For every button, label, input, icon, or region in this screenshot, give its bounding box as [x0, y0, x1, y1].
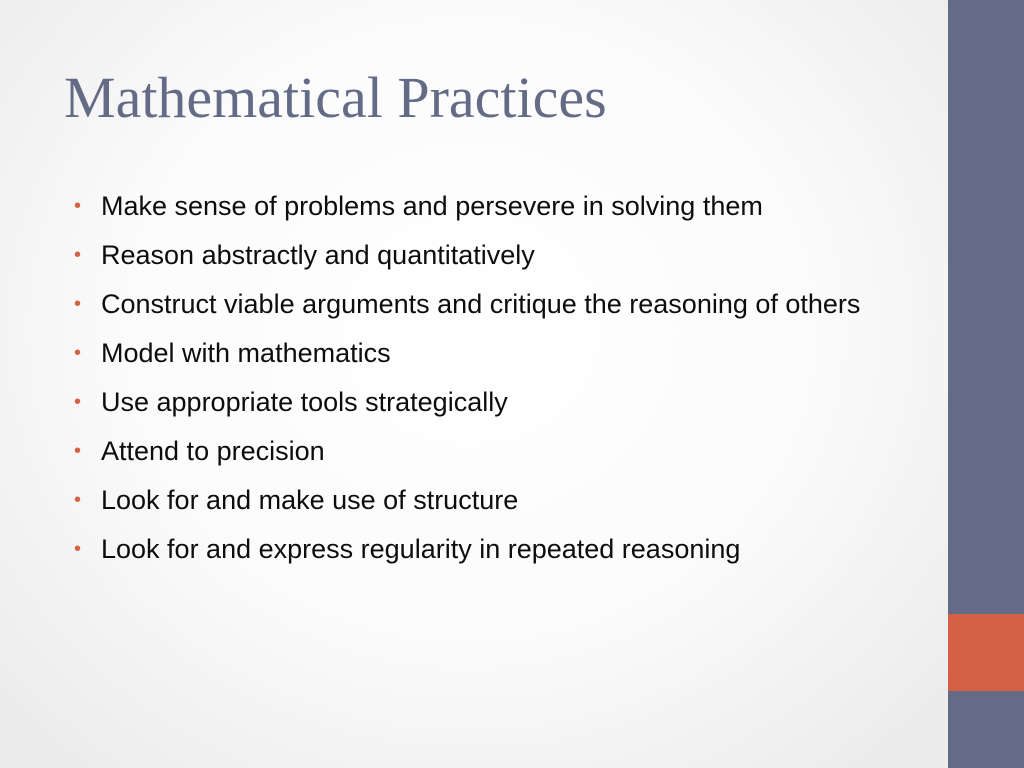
- bullet-item: [72, 284, 902, 324]
- bullet-item: [72, 431, 902, 471]
- bullet-text: Look for and make use of structure: [101, 485, 519, 515]
- bullet-text: Reason abstractly and quantitatively: [101, 240, 535, 270]
- slide-title: Mathematical Practices: [64, 65, 607, 130]
- side-accent-block: [948, 614, 1024, 691]
- bullet-item: [72, 333, 902, 373]
- bullet-icon: •: [74, 195, 82, 217]
- bullet-icon: •: [74, 538, 82, 560]
- bullet-item: [72, 529, 902, 569]
- bullet-item: [72, 186, 902, 226]
- bullet-text: Model with mathematics: [101, 338, 391, 368]
- bullet-text: Attend to precision: [101, 436, 325, 466]
- bullet-icon: •: [74, 391, 82, 413]
- bullet-icon: •: [74, 293, 82, 315]
- bullet-text: Make sense of problems and persevere in solving them: [101, 191, 763, 221]
- bullet-text: Look for and express regularity in repeated reasoning: [101, 534, 741, 564]
- bullet-item: [72, 480, 902, 520]
- bullet-item: [72, 382, 902, 422]
- bullet-item: [72, 235, 902, 275]
- bullet-icon: •: [74, 440, 82, 462]
- bullet-icon: •: [74, 489, 82, 511]
- bullet-icon: •: [74, 342, 82, 364]
- bullet-text: Construct viable arguments and critique the reasoning of others: [101, 289, 861, 319]
- bullet-text: Use appropriate tools strategically: [101, 387, 508, 417]
- bullet-icon: •: [74, 244, 82, 266]
- bullet-list: [72, 186, 902, 578]
